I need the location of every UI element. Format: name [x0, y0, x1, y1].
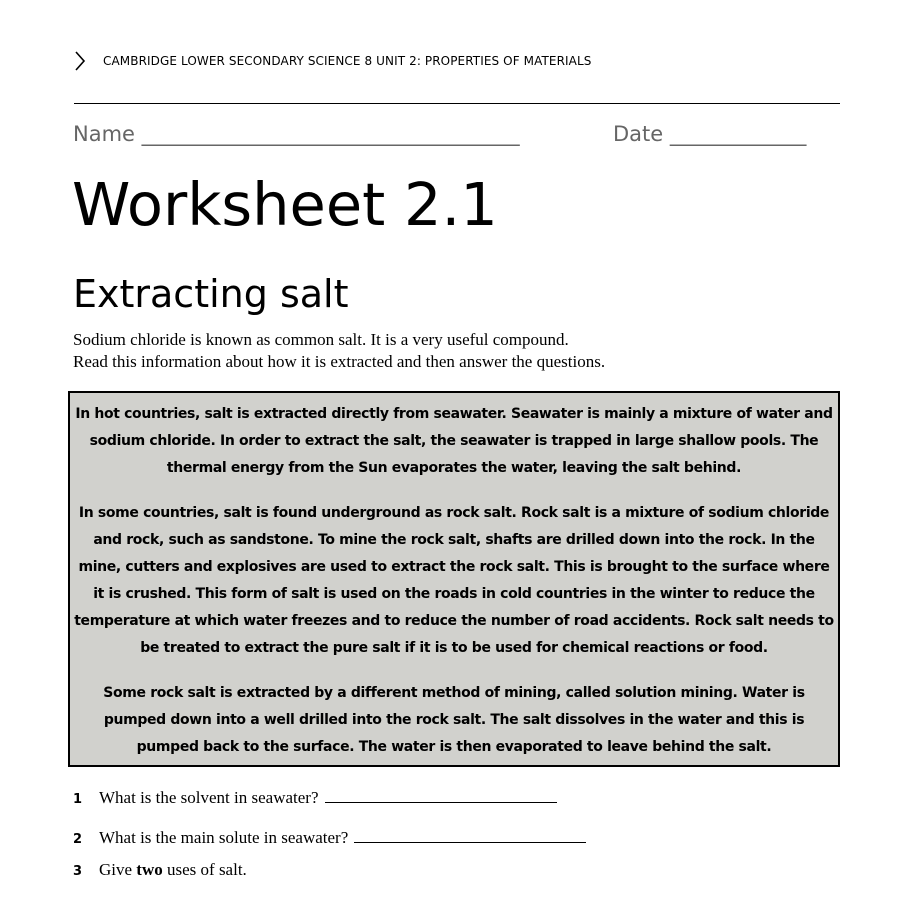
question-3	[73, 860, 247, 880]
info-paragraph-solution-mining: Some rock salt is extracted by a different method of mining, called solution mining. Water is pumped down into a well drilled into the rock salt. The salt dissolves in the water and this is pumped back to the surface. The water is then evaporated to leave behind the salt.	[103, 685, 805, 755]
info-paragraph-seawater: In hot countries, salt is extracted directly from seawater. Seawater is mainly a mixture of water and sodium chloride. In order to extract the salt, the seawater is trapped in large shallow pools. The thermal energy from the Sun evaporates the water, leaving the salt behind.	[75, 406, 833, 476]
intro-line-2: Read this information about how it is extracted and then answer the questions.	[73, 352, 606, 371]
question-text: What is the main solute in seawater?	[99, 828, 349, 847]
name-field[interactable]	[73, 122, 520, 146]
question-number: 2	[73, 832, 83, 847]
name-date-row	[73, 122, 843, 146]
intro-line-1: Sodium chloride is known as common salt. It is a very useful compound.	[73, 330, 569, 349]
answer-line[interactable]	[325, 788, 557, 803]
question-text-start: Give	[99, 860, 137, 879]
question-text	[99, 860, 247, 880]
question-2	[73, 828, 586, 848]
date-field[interactable]	[613, 122, 806, 146]
date-label: Date	[613, 122, 664, 146]
date-blank: _____________	[669, 122, 807, 146]
header-divider	[74, 103, 840, 104]
page-header	[73, 50, 591, 72]
question-1	[73, 788, 557, 808]
intro-text	[73, 329, 605, 373]
info-box	[68, 391, 840, 767]
name-label: Name	[73, 122, 135, 146]
question-number: 1	[73, 792, 83, 807]
answer-line[interactable]	[354, 828, 586, 843]
name-blank: ____________________________________	[141, 122, 520, 146]
question-text-end: uses of salt.	[162, 860, 247, 879]
worksheet-title: Worksheet 2.1	[72, 170, 498, 239]
question-text: What is the solvent in seawater?	[99, 788, 319, 807]
question-number: 3	[73, 864, 83, 879]
header-title: CAMBRIDGE LOWER SECONDARY SCIENCE 8 UNIT 2: PROPERTIES OF MATERIALS	[103, 54, 592, 68]
question-text-emphasis: two	[136, 860, 163, 879]
info-paragraph-rock-salt: In some countries, salt is found underground as rock salt. Rock salt is a mixture of sodium chloride and rock, such as sandstone. To mine the rock salt, shafts are drilled down into the rock. In the mine, cutters and explosives are used to extract the rock salt. This is brought to the surface where it is crushed. This form of salt is used on the roads in cold countries in the winter to reduce the temperature at which water freezes and to reduce the number of road accidents. Rock salt needs to be treated to extract the pure salt if it is to be used for chemical reactions or food.	[74, 505, 834, 656]
worksheet-subtitle: Extracting salt	[73, 272, 349, 316]
chevron-right-icon	[73, 50, 87, 72]
